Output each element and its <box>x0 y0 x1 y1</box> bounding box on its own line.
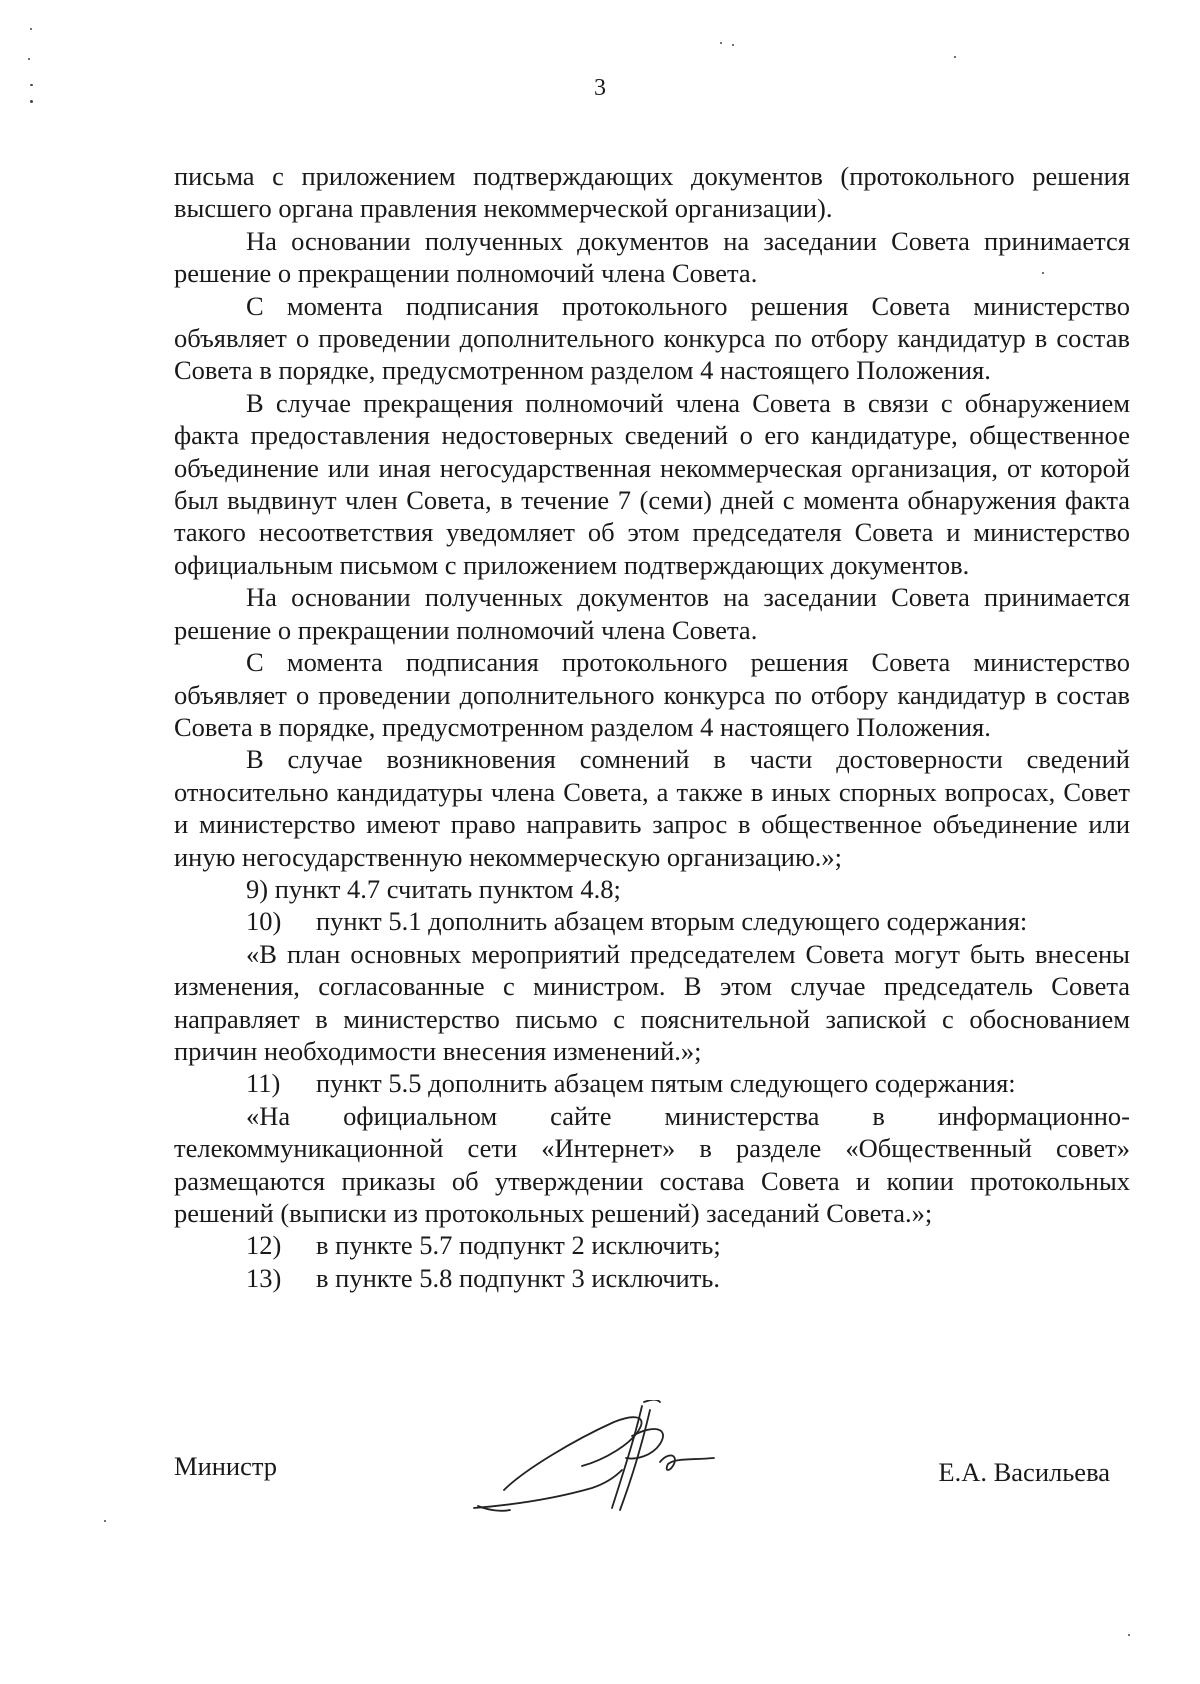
quoted-paragraph: «На официальном сайте министерства в информационно-телекоммуникационной сети «Интернет» в разделе «Общественный совет» размещаются приказы об утверждении состава Совета и копии протокольных решений (выписки из протокольных решений) заседаний Совета.»; <box>174 1100 1130 1228</box>
list-item-number: 13) <box>246 1262 282 1293</box>
quoted-paragraph: «В план основных мероприятий председателем Совета могут быть внесены изменения, согласованные с министром. В этом случае председатель Совета направляет в министерство письмо с пояснительной запиской с обоснованием причин необходимости внесения изменений.»; <box>174 938 1130 1066</box>
scan-speck <box>30 84 33 86</box>
signature-block <box>174 1420 1130 1540</box>
paragraph: На основании полученных документов на заседании Совета принимается решение о прекращении полномочий члена Совета. <box>174 582 1130 645</box>
paragraph: На основании полученных документов на заседании Совета принимается решение о прекращении полномочий члена Совета. <box>174 225 1130 289</box>
list-item-number: 12) <box>246 1230 282 1261</box>
scan-speck <box>720 42 722 44</box>
list-item <box>174 1229 1130 1261</box>
paragraph: С момента подписания протокольного решения Совета министерство объявляет о проведении дополнительного конкурса по отбору кандидатур в состав Совета в порядке, предусмотренном разделом 4 настоящего Положения. <box>174 290 1130 386</box>
signatory-title: Министр <box>174 1451 278 1481</box>
scan-speck <box>732 44 734 46</box>
page-number: 3 <box>594 75 606 101</box>
list-item <box>174 1262 1130 1294</box>
list-item-number: 10) <box>246 906 282 937</box>
handwritten-signature <box>464 1400 724 1520</box>
scan-speck <box>104 1520 106 1522</box>
list-item-text: в пункте 5.7 подпункт 2 исключить; <box>316 1230 721 1261</box>
scan-speck <box>1128 1634 1130 1636</box>
paragraph: В случае прекращения полномочий члена Совета в связи с обнаружением факта предоставления недостоверных сведений о его кандидатуре, общественное объединение или иная негосударственная некоммерческая организация, от которой был выдвинут член Совета, в течение 7 (семи) дней с момента обнаружения факта такого несоответствия уведомляет об этом председателя Совета и министерство официальным письмом с приложением подтверждающих документов. <box>174 387 1130 580</box>
paragraph: 9) пункт 4.7 считать пунктом 4.8; <box>246 873 621 904</box>
list-item-text: пункт 5.1 дополнить абзацем вторым следующего содержания: <box>316 906 1028 937</box>
list-item-text: в пункте 5.8 подпункт 3 исключить. <box>316 1262 720 1293</box>
list-item-number: 11) <box>246 1068 281 1099</box>
paragraph: В случае возникновения сомнений в части достоверности сведений относительно кандидатуры члена Совета, а также в иных спорных вопросах, Совет и министерство имеют право направить запрос в общественное объединение или иную негосударственную некоммерческую организацию.»; <box>174 744 1130 872</box>
scan-speck <box>954 56 956 58</box>
scan-speck <box>30 28 32 30</box>
scan-speck <box>1042 272 1044 274</box>
scan-speck <box>28 58 30 60</box>
list-item <box>174 905 1130 937</box>
paragraph: письма с приложением подтверждающих документов (протокольного решения высшего органа правления некоммерческой организации). <box>174 161 1130 224</box>
list-item-text: пункт 5.5 дополнить абзацем пятым следующего содержания: <box>316 1068 1016 1099</box>
paragraph: С момента подписания протокольного решения Совета министерство объявляет о проведении дополнительного конкурса по отбору кандидатур в состав Совета в порядке, предусмотренном разделом 4 настоящего Положения. <box>174 647 1130 742</box>
list-item <box>174 1067 1130 1099</box>
scan-speck <box>30 100 33 103</box>
signatory-name: Е.А. Васильева <box>938 1457 1110 1487</box>
document-body <box>174 160 1130 1294</box>
